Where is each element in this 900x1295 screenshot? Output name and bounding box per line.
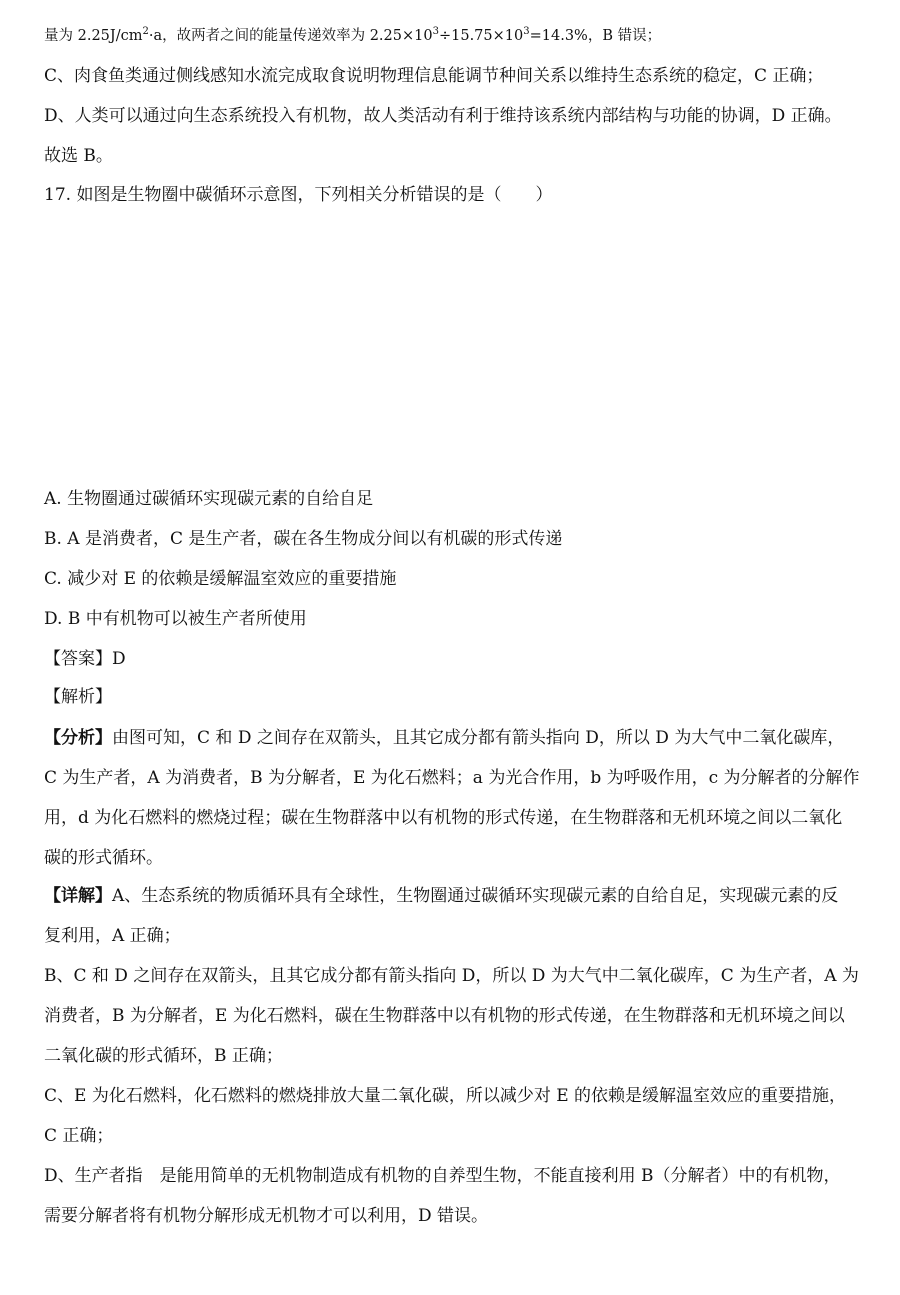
analysis-line: 碳的形式循环。 (44, 848, 163, 868)
answer-line (44, 647, 870, 671)
detail-line: C、E 为化石燃料，化石燃料的燃烧排放大量二氧化碳，所以减少对 E 的依赖是缓解温室效应的重要措施， (44, 1086, 847, 1106)
detail-label: 【详解】 (44, 886, 112, 906)
analysis-line: 【分析】由图可知，C 和 D 之间存在双箭头，且其它成分都有箭头指向 D，所以 D 为大气中二氧化碳库， (44, 728, 845, 748)
text-line: D、人类可以通过向生态系统投入有机物，故人类活动有利于维持该系统内部结构与功能的协调，D 正确。 (44, 106, 842, 126)
option-b: B. A 是消费者，C 是生产者，碳在各生物成分间以有机碳的形式传递 (44, 529, 563, 549)
detail-line: 消费者，B 为分解者，E 为化石燃料，碳在生物群落中以有机物的形式传递，在生物群落和无机环境之间以 (44, 1006, 845, 1026)
answer-label: 【答案】 (44, 649, 112, 669)
answer-value: D (112, 649, 126, 669)
detail-line: B、C 和 D 之间存在双箭头，且其它成分都有箭头指向 D，所以 D 为大气中二氧化碳库，C 为生产者，A 为 (44, 966, 859, 986)
option-d: D. B 中有机物可以被生产者所使用 (44, 609, 307, 629)
text-line: C、肉食鱼类通过侧线感知水流完成取食说明物理信息能调节种间关系以维持生态系统的稳定，C 正确； (44, 66, 824, 86)
text-line: 故选 B。 (44, 146, 113, 166)
text-line: 量为 $2.25J/cm^2\cdot a$，故两者之间的能量传递效率为 $2.25\times 10^3\div 15.75\times 10^3=14.3\%$，B 错误； (44, 26, 662, 44)
detail-line: 二氧化碳的形式循环，B 正确； (44, 1046, 283, 1066)
option-a: A. 生物圈通过碳循环实现碳元素的自给自足 (44, 489, 374, 509)
detail-line: D、生产者指 是能用简单的无机物制造成有机物的自养型生物，不能直接利用 B（分解者）中的有机物， (44, 1166, 841, 1186)
analysis-heading: 【解析】 (44, 687, 112, 707)
analysis-line: 用，d 为化石燃料的燃烧过程；碳在生物群落中以有机物的形式传递，在生物群落和无机环境之间以二氧化 (44, 808, 843, 828)
detail-line: C 正确； (44, 1126, 114, 1146)
detail-line: 【详解】A、生态系统的物质循环具有全球性，生物圈通过碳循环实现碳元素的自给自足，实现碳元素的反 (44, 886, 839, 906)
question-stem: 17. 如图是生物圈中碳循环示意图，下列相关分析错误的是（ ） (44, 185, 553, 205)
detail-line: 需要分解者将有机物分解形成无机物才可以利用，D 错误。 (44, 1206, 489, 1226)
detail-line: 复利用，A 正确； (44, 926, 181, 946)
analysis-line: C 为生产者，A 为消费者，B 为分解者，E 为化石燃料；a 为光合作用，b 为呼吸作用，c 为分解者的分解作 (44, 768, 860, 788)
option-c: C. 减少对 E 的依赖是缓解温室效应的重要措施 (44, 569, 397, 589)
figure-placeholder (44, 212, 864, 480)
analysis-label: 【分析】 (44, 728, 112, 748)
